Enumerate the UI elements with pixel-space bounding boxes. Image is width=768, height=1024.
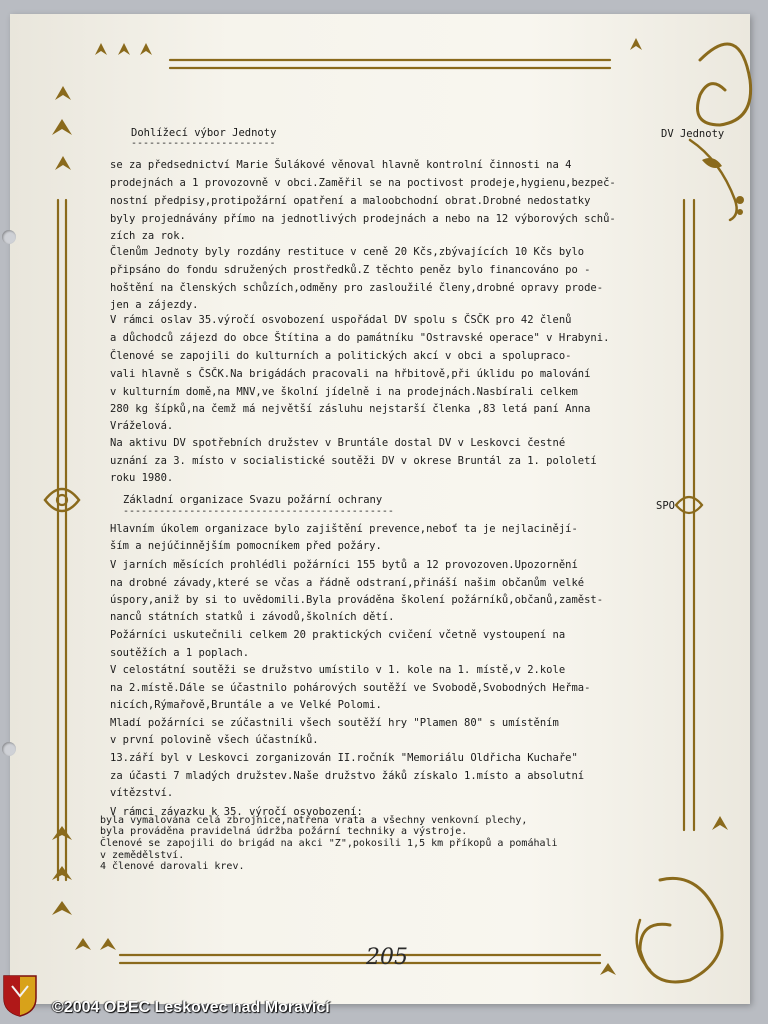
text-line: nicích,Rýmařově,Bruntále a ve Velké Polomi.	[110, 699, 382, 711]
text-line: V rámci závazku k 35. výročí osvobození:	[110, 806, 363, 818]
text-line: Mladí požárníci se zúčastnili všech soutěží hry "Plamen 80" s umístěním	[110, 717, 559, 729]
text-line: za účasti 7 mladých družstev.Naše družstvo žáků získalo 1.místo a absolutní	[110, 770, 585, 782]
text-line: byla prováděna pravidelná údržba požární techniky a výstroje.	[100, 826, 468, 837]
text-line: 280 kg šípků,na čemž má největší zásluhu nejstarší členka ,83 letá paní Anna	[110, 403, 591, 415]
text-line: prodejnách a 1 provozovně v obci.Zaměřil se na poctivost prodeje,hygienu,bezpeč-	[110, 177, 616, 189]
text-line: vali hlavně s ČSČK.Na brigádách pracovali na hřbitově,při úklidu po malování	[110, 368, 591, 380]
text-line: uznání za 3. místo v socialistické soutěži DV v okrese Bruntál za 1. pololetí	[110, 455, 597, 467]
text-line: se za předsednictví Marie Šulákové věnoval hlavně kontrolní činnosti na 4	[110, 159, 572, 171]
text-line: Vráželová.	[110, 420, 174, 432]
text-line: byla vymalována celá zbrojnice,natřena vrata a všechny venkovní plechy,	[100, 815, 528, 826]
text-line: Hlavním úkolem organizace bylo zajištění prevence,neboť ta je nejlacinějí-	[110, 523, 578, 535]
text-line: 4 členové darovali krev.	[100, 861, 245, 872]
text-line: hoštění na členských schůzích,odměny pro zasloužilé členy,drobné opravy prode-	[110, 282, 604, 294]
text-line: nostní předpisy,protipožární opatření a maloobchodní obrat.Drobné nedostatky	[110, 195, 591, 207]
text-line: na drobné závady,které se včas a řádně odstraní,přináší našim občanům velké	[110, 577, 585, 589]
punch-hole-top	[2, 230, 16, 244]
text-line: Členům Jednoty byly rozdány restituce v ceně 20 Kčs,zbývajících 10 Kčs bylo	[110, 246, 585, 258]
footer-watermark	[0, 996, 768, 1024]
page-number: 205	[366, 945, 408, 970]
text-line: V jarních měsících prohlédli požárníci 155 bytů a 12 provozoven.Upozornění	[110, 559, 578, 571]
section-title-spo-underline: ---------------------------------------------	[123, 506, 394, 517]
section-title-spo: Základní organizace Svazu požární ochrany	[123, 494, 383, 506]
text-line: roku 1980.	[110, 472, 174, 484]
text-line: v první polovině všech účastníků.	[110, 734, 319, 746]
text-line: a důchodců zájezd do obce Štítina a do památníku "Ostravské operace" v Hrabyni.	[110, 332, 610, 344]
section-title-underline: ------------------------	[131, 138, 276, 149]
text-line: úspory,aniž by si to uvědomili.Byla prováděna školení požárníků,občanů,zaměst-	[110, 594, 604, 606]
text-line: v kulturním domě,na MNV,ve školní jídelně i na prodejnách.Nasbírali celkem	[110, 386, 578, 398]
section-title-dv-jednoty: Dohlížecí výbor Jednoty	[131, 127, 277, 139]
text-line: ším a nejúčinnějším pomocníkem před požáry.	[110, 540, 382, 552]
punch-hole-bottom	[2, 742, 16, 756]
text-line: Na aktivu DV spotřebních družstev v Bruntále dostal DV v Leskovci čestné	[110, 437, 566, 449]
text-line: nanců státních statků i závodů,školních dětí.	[110, 611, 395, 623]
text-line: v zemědělství.	[100, 850, 185, 861]
text-line: na 2.místě.Dále se účastnilo pohárových soutěží ve Svobodě,Svobodných Heřma-	[110, 682, 591, 694]
text-line: V rámci oslav 35.výročí osvobození uspořádal DV spolu s ČSČK pro 42 členů	[110, 314, 572, 326]
text-line: byly projednávány přímo na jednotlivých prodejnách a nebo na 12 výborových schů-	[110, 213, 616, 225]
copyright-text: ©2004 OBEC Leskovec nad Moravicí	[52, 999, 330, 1016]
side-label-dv-jednoty: DV Jednoty	[661, 128, 725, 140]
text-line: připsáno do fondu sdružených prostředků.Z těchto peněz bylo financováno po -	[110, 264, 591, 276]
text-line: Požárníci uskutečnili celkem 20 praktických cvičení včetně vystoupení na	[110, 629, 566, 641]
side-label-spo: SPO	[656, 500, 675, 512]
text-line: 13.září byl v Leskovci zorganizován II.ročník "Memoriálu Oldřicha Kuchaře"	[110, 752, 578, 764]
text-line: V celostátní soutěži se družstvo umístilo v 1. kole na 1. místě,v 2.kole	[110, 664, 566, 676]
text-line: vítězství.	[110, 787, 174, 799]
text-line: jen a zájezdy.	[110, 299, 199, 311]
text-line: Členové se zapojili do brigád na akci "Z",pokosili 1,5 km příkopů a pomáhali	[100, 838, 558, 849]
text-line: soutěžích a 1 poplach.	[110, 647, 250, 659]
text-line: Členové se zapojili do kulturních a politických akcí v obci a spolupraco-	[110, 350, 572, 362]
text-line: zích za rok.	[110, 230, 186, 242]
